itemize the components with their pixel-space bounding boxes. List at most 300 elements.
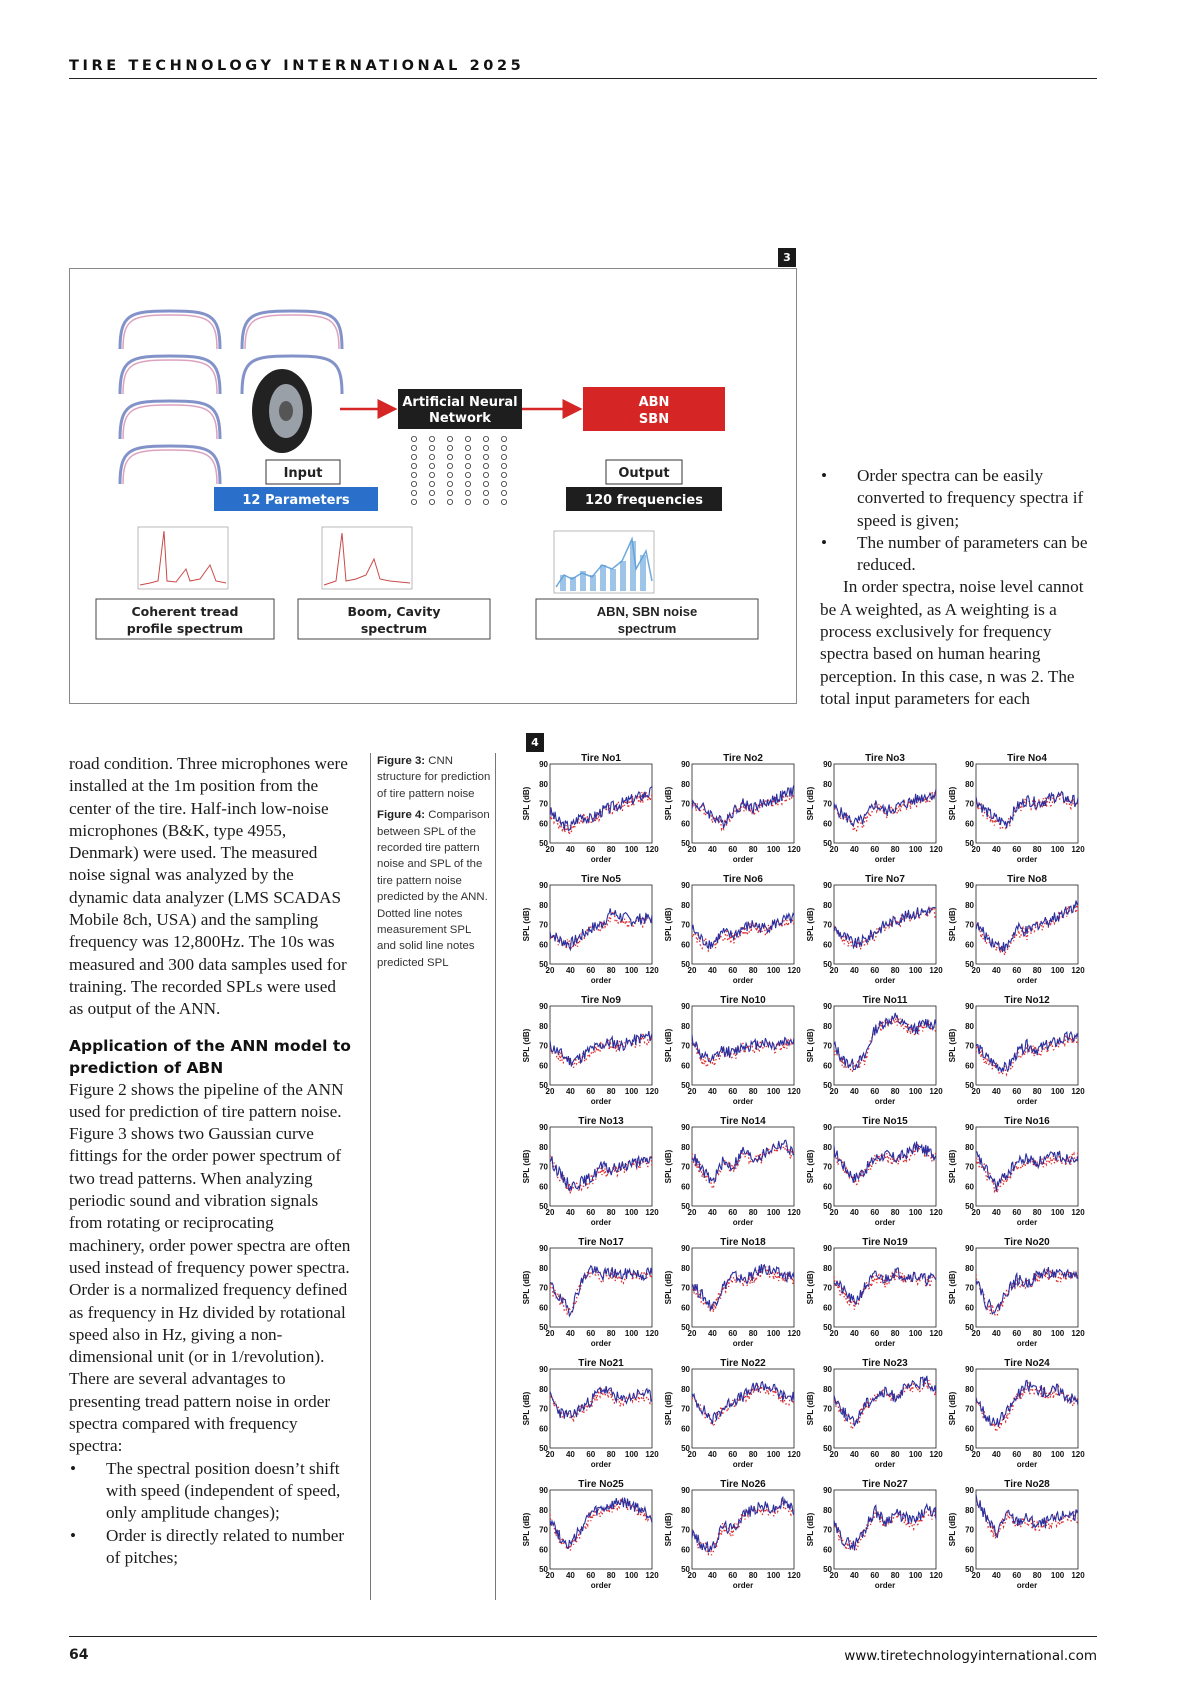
y-tick-label: 60 [823, 1545, 832, 1555]
y-tick-label: 50 [965, 839, 974, 848]
y-tick-label: 80 [965, 1505, 974, 1515]
x-tick-label: 80 [1032, 966, 1042, 975]
nn-node [429, 436, 434, 441]
y-tick-label: 70 [823, 1162, 832, 1172]
x-tick-label: 20 [545, 1450, 555, 1459]
y-tick-label: 80 [965, 779, 974, 789]
x-tick-label: 20 [829, 1087, 839, 1096]
x-tick-label: 100 [908, 1087, 923, 1096]
spl-panel [948, 1237, 1085, 1348]
x-tick-label: 80 [748, 845, 758, 854]
right-bullet-2: • The number of parameters can be reduced. [820, 532, 1100, 577]
x-tick-label: 100 [908, 966, 923, 975]
y-tick-label: 80 [823, 1021, 832, 1031]
x-axis-label: order [732, 1581, 754, 1590]
y-tick-label: 90 [539, 1365, 548, 1374]
y-axis-label: SPL (dB) [522, 786, 531, 821]
x-tick-label: 20 [829, 1329, 839, 1338]
x-tick-label: 120 [1071, 1571, 1085, 1580]
x-tick-label: 60 [870, 1571, 880, 1580]
y-tick-label: 90 [681, 881, 690, 890]
tire-icon [252, 369, 312, 453]
y-tick-label: 70 [965, 920, 974, 930]
x-tick-label: 60 [870, 966, 880, 975]
nn-node [429, 499, 434, 504]
y-axis-label: SPL (dB) [664, 1149, 673, 1184]
x-axis-label: order [874, 1460, 896, 1469]
x-tick-label: 20 [545, 1208, 555, 1217]
nn-node [483, 445, 488, 450]
x-tick-label: 120 [645, 966, 659, 975]
y-tick-label: 80 [823, 1505, 832, 1515]
y-tick-label: 50 [823, 1081, 832, 1090]
spl-panel [664, 1479, 801, 1590]
y-tick-label: 60 [539, 1545, 548, 1555]
left-intro-paragraph: road condition. Three microphones were installed at the 1m position from the center of the tire. Half-inch low-noise microphones (B&K, type 4955, Denmark) were used. The measured noise signal was analyzed by the dynamic data analyzer (LMS SCADAS Mobile 8ch, USA) and the sampling frequency was 12,800Hz. The 10s was measured and 300 data samples used for training. The recorded SPLs were used as output of the ANN. [69, 754, 348, 1019]
coherent-tread-label-1: Coherent tread [131, 604, 239, 619]
x-tick-label: 60 [586, 1087, 596, 1096]
x-tick-label: 40 [849, 1087, 859, 1096]
figure-3 [69, 268, 797, 704]
y-tick-label: 90 [681, 1123, 690, 1132]
y-tick-label: 80 [823, 1142, 832, 1152]
y-tick-label: 50 [823, 960, 832, 969]
panel-title: Tire No15 [862, 1116, 908, 1127]
x-axis-label: order [732, 1097, 754, 1106]
panel-frame [834, 764, 936, 843]
x-tick-label: 20 [545, 1329, 555, 1338]
y-tick-label: 70 [681, 799, 690, 809]
x-tick-label: 60 [728, 966, 738, 975]
spl-panel [806, 1358, 943, 1469]
y-tick-label: 50 [539, 839, 548, 848]
y-tick-label: 60 [539, 940, 548, 950]
y-tick-label: 80 [965, 900, 974, 910]
panel-title: Tire No26 [720, 1479, 766, 1490]
x-tick-label: 60 [586, 845, 596, 854]
y-tick-label: 80 [539, 1263, 548, 1273]
y-tick-label: 90 [823, 1244, 832, 1253]
spl-panel [948, 1116, 1085, 1227]
figure-3-number: 3 [778, 248, 796, 267]
x-tick-label: 20 [971, 1087, 981, 1096]
panel-title: Tire No22 [720, 1358, 766, 1369]
x-tick-label: 120 [929, 1450, 943, 1459]
y-axis-label: SPL (dB) [522, 1391, 531, 1426]
x-tick-label: 20 [687, 1208, 697, 1217]
panel-title: Tire No6 [723, 874, 763, 885]
x-axis-label: order [1016, 1581, 1038, 1590]
figure-3-caption-label: Figure 3: [377, 755, 426, 767]
y-tick-label: 50 [965, 1323, 974, 1332]
nn-node [465, 499, 470, 504]
panel-title: Tire No24 [1004, 1358, 1050, 1369]
x-tick-label: 20 [687, 845, 697, 854]
nn-node [447, 463, 452, 468]
spl-panel [522, 1237, 659, 1348]
panel-title: Tire No27 [862, 1479, 908, 1490]
x-tick-label: 60 [1012, 1087, 1022, 1096]
y-tick-label: 80 [823, 1263, 832, 1273]
x-tick-label: 80 [890, 966, 900, 975]
x-tick-label: 120 [1071, 1450, 1085, 1459]
y-tick-label: 50 [681, 839, 690, 848]
x-tick-label: 100 [1050, 1329, 1065, 1338]
panel-frame [834, 1490, 936, 1569]
x-tick-label: 40 [707, 1450, 717, 1459]
x-tick-label: 100 [766, 1208, 781, 1217]
x-tick-label: 20 [971, 1329, 981, 1338]
x-tick-label: 100 [1050, 845, 1065, 854]
x-tick-label: 20 [829, 966, 839, 975]
spl-panel [522, 753, 659, 864]
x-tick-label: 40 [565, 845, 575, 854]
y-tick-label: 50 [539, 1323, 548, 1332]
panel-frame [976, 885, 1078, 964]
x-tick-label: 100 [908, 1450, 923, 1459]
y-tick-label: 70 [539, 1162, 548, 1172]
spl-panel [522, 1479, 659, 1590]
x-tick-label: 40 [991, 1087, 1001, 1096]
y-tick-label: 50 [681, 960, 690, 969]
y-tick-label: 80 [681, 1263, 690, 1273]
y-axis-label: SPL (dB) [948, 1391, 957, 1426]
x-tick-label: 40 [991, 845, 1001, 854]
y-axis-label: SPL (dB) [664, 1028, 673, 1063]
right-paragraph: In order spectra, noise level cannot be A weighted, as A weighting is a process exclusively for frequency spectra based on human hearing perception. In this case, n was 2. The total input parameters for each [820, 577, 1084, 708]
x-tick-label: 40 [849, 845, 859, 854]
y-tick-label: 60 [823, 1303, 832, 1313]
panel-title: Tire No21 [578, 1358, 624, 1369]
nn-node [501, 481, 506, 486]
y-axis-label: SPL (dB) [664, 786, 673, 821]
caption-column [370, 753, 496, 1600]
x-tick-label: 100 [908, 1571, 923, 1580]
x-tick-label: 120 [645, 1571, 659, 1580]
nn-node [411, 463, 416, 468]
y-tick-label: 80 [681, 779, 690, 789]
page-number: 64 [69, 1647, 89, 1663]
x-tick-label: 120 [787, 1450, 801, 1459]
y-tick-label: 50 [823, 1323, 832, 1332]
x-tick-label: 20 [829, 845, 839, 854]
nn-node [501, 490, 506, 495]
panel-title: Tire No13 [578, 1116, 624, 1127]
y-tick-label: 80 [965, 1021, 974, 1031]
y-tick-label: 80 [965, 1142, 974, 1152]
y-axis-label: SPL (dB) [948, 1028, 957, 1063]
y-tick-label: 90 [965, 1486, 974, 1495]
y-tick-label: 70 [823, 1041, 832, 1051]
spl-panel [806, 874, 943, 985]
x-axis-label: order [590, 1218, 612, 1227]
x-axis-label: order [1016, 1339, 1038, 1348]
nn-node [501, 445, 506, 450]
y-axis-label: SPL (dB) [806, 786, 815, 821]
y-tick-label: 60 [965, 940, 974, 950]
panel-title: Tire No4 [1007, 753, 1047, 764]
nn-node [483, 481, 488, 486]
left-bullet-list [69, 1458, 351, 1569]
x-tick-label: 80 [890, 1329, 900, 1338]
x-axis-label: order [732, 1339, 754, 1348]
y-tick-label: 50 [823, 1444, 832, 1453]
x-tick-label: 120 [645, 1450, 659, 1459]
figure-4-number: 4 [526, 733, 544, 752]
x-tick-label: 100 [1050, 1208, 1065, 1217]
x-tick-label: 20 [545, 1087, 555, 1096]
x-tick-label: 120 [787, 966, 801, 975]
panel-frame [692, 1490, 794, 1569]
y-tick-label: 50 [681, 1565, 690, 1574]
x-tick-label: 120 [787, 1571, 801, 1580]
panel-title: Tire No3 [865, 753, 905, 764]
left-bullet-2: • Order is directly related to number of pitches; [69, 1525, 351, 1570]
spl-panel [664, 1116, 801, 1227]
panel-title: Tire No18 [720, 1237, 766, 1248]
nn-node [447, 454, 452, 459]
nn-node [447, 436, 452, 441]
y-tick-label: 60 [681, 1545, 690, 1555]
left-column-text [69, 753, 351, 1569]
nn-node [429, 472, 434, 477]
x-tick-label: 40 [991, 1571, 1001, 1580]
y-tick-label: 60 [823, 1061, 832, 1071]
nn-node [447, 445, 452, 450]
y-tick-label: 90 [823, 1123, 832, 1132]
y-axis-label: SPL (dB) [948, 907, 957, 942]
y-tick-label: 80 [823, 779, 832, 789]
x-tick-label: 80 [748, 966, 758, 975]
spl-panel [664, 874, 801, 985]
abn-sbn-label-1: ABN, SBN noise [596, 604, 698, 619]
panel-frame [976, 1127, 1078, 1206]
y-tick-label: 80 [539, 900, 548, 910]
y-tick-label: 60 [681, 940, 690, 950]
website-url[interactable]: www.tiretechnologyinternational.com [844, 1648, 1097, 1664]
abn-sbn-mini-plot [554, 531, 654, 593]
y-axis-label: SPL (dB) [522, 1270, 531, 1305]
x-tick-label: 120 [645, 845, 659, 854]
x-axis-label: order [590, 1581, 612, 1590]
x-tick-label: 60 [1012, 845, 1022, 854]
nn-node [411, 472, 416, 477]
spl-panel [664, 753, 801, 864]
y-tick-label: 80 [681, 1021, 690, 1031]
y-tick-label: 90 [965, 1123, 974, 1132]
x-tick-label: 100 [766, 1571, 781, 1580]
y-tick-label: 50 [681, 1202, 690, 1211]
x-tick-label: 40 [565, 1571, 575, 1580]
x-tick-label: 100 [624, 1208, 639, 1217]
x-tick-label: 20 [829, 1208, 839, 1217]
x-tick-label: 20 [971, 966, 981, 975]
x-axis-label: order [732, 855, 754, 864]
input-label: Input [283, 466, 323, 481]
x-tick-label: 40 [991, 1208, 1001, 1217]
y-axis-label: SPL (dB) [522, 1512, 531, 1547]
nn-node [483, 463, 488, 468]
x-tick-label: 40 [707, 1208, 717, 1217]
x-tick-label: 20 [687, 1329, 697, 1338]
x-tick-label: 120 [929, 1208, 943, 1217]
nn-node [447, 499, 452, 504]
spl-panel [806, 1479, 943, 1590]
x-axis-label: order [874, 1218, 896, 1227]
nn-node [501, 472, 506, 477]
x-tick-label: 40 [565, 1450, 575, 1459]
x-tick-label: 60 [870, 1087, 880, 1096]
x-tick-label: 80 [606, 1571, 616, 1580]
x-tick-label: 20 [687, 1450, 697, 1459]
x-tick-label: 80 [606, 966, 616, 975]
figure-3-diagram [70, 269, 796, 703]
y-tick-label: 70 [965, 1162, 974, 1172]
y-tick-label: 70 [681, 920, 690, 930]
y-axis-label: SPL (dB) [948, 1512, 957, 1547]
nn-node [483, 436, 488, 441]
y-tick-label: 50 [539, 1081, 548, 1090]
x-tick-label: 60 [870, 1208, 880, 1217]
y-axis-label: SPL (dB) [948, 786, 957, 821]
figure-4-caption-label: Figure 4: [377, 809, 426, 822]
section-heading: Application of the ANN model to prediction of ABN [69, 1036, 351, 1077]
y-tick-label: 50 [823, 1565, 832, 1574]
y-tick-label: 90 [539, 1486, 548, 1495]
x-tick-label: 60 [728, 1450, 738, 1459]
y-tick-label: 50 [965, 1565, 974, 1574]
x-axis-label: order [590, 1097, 612, 1106]
left-body-paragraph: Figure 2 shows the pipeline of the ANN used for prediction of tire pattern noise. Figure 3 shows two Gaussian curve fittings for the order power spectrum of two tread patterns. When analyzing periodic sound and vibration signals from rotating or reciprocating machinery, order power spectra are often used instead of frequency power spectra. Order is a normalized frequency defined as frequency in Hz divided by rotational speed also in Hz, giving a non-dimensional unit (or in 1/revolution). There are several advantages to presenting tread pattern noise in order spectra compared with frequency spectra: [69, 1079, 351, 1456]
spl-panel [664, 995, 801, 1106]
y-tick-label: 70 [823, 1404, 832, 1414]
panel-frame [692, 1369, 794, 1448]
spl-panel [948, 874, 1085, 985]
nn-node [429, 454, 434, 459]
output-freqs: 120 frequencies [585, 493, 703, 508]
y-tick-label: 50 [539, 960, 548, 969]
x-tick-label: 40 [707, 1571, 717, 1580]
x-tick-label: 40 [849, 1571, 859, 1580]
boom-cavity-mini-plot [322, 527, 412, 589]
x-tick-label: 40 [707, 966, 717, 975]
y-tick-label: 90 [823, 1002, 832, 1011]
nn-node [411, 490, 416, 495]
x-axis-label: order [590, 976, 612, 985]
y-tick-label: 90 [681, 760, 690, 769]
x-tick-label: 80 [1032, 1571, 1042, 1580]
y-tick-label: 80 [965, 1384, 974, 1394]
x-tick-label: 100 [624, 1450, 639, 1459]
x-tick-label: 120 [645, 1208, 659, 1217]
output-box-line-2: SBN [638, 412, 670, 427]
y-tick-label: 70 [681, 1162, 690, 1172]
x-tick-label: 60 [870, 845, 880, 854]
x-tick-label: 100 [1050, 1571, 1065, 1580]
x-tick-label: 80 [1032, 1208, 1042, 1217]
y-tick-label: 70 [539, 1404, 548, 1414]
x-tick-label: 100 [766, 966, 781, 975]
nn-node [429, 481, 434, 486]
y-tick-label: 90 [681, 1002, 690, 1011]
y-tick-label: 90 [823, 760, 832, 769]
y-tick-label: 90 [681, 1365, 690, 1374]
panel-frame [976, 1248, 1078, 1327]
x-tick-label: 80 [606, 1329, 616, 1338]
x-tick-label: 120 [929, 845, 943, 854]
spl-panel [522, 1116, 659, 1227]
y-tick-label: 60 [965, 1303, 974, 1313]
panel-title: Tire No9 [581, 995, 621, 1006]
y-tick-label: 60 [539, 819, 548, 829]
x-tick-label: 80 [890, 1450, 900, 1459]
x-tick-label: 120 [929, 1329, 943, 1338]
coherent-tread-mini-plot [138, 527, 228, 589]
x-tick-label: 60 [586, 1208, 596, 1217]
panel-title: Tire No16 [1004, 1116, 1050, 1127]
x-tick-label: 80 [1032, 845, 1042, 854]
y-tick-label: 70 [823, 1283, 832, 1293]
y-tick-label: 70 [965, 1404, 974, 1414]
x-tick-label: 80 [606, 1087, 616, 1096]
panel-frame [550, 1248, 652, 1327]
x-tick-label: 60 [586, 1450, 596, 1459]
x-tick-label: 60 [1012, 1208, 1022, 1217]
y-tick-label: 50 [965, 960, 974, 969]
spl-panel [806, 753, 943, 864]
panel-frame [976, 1490, 1078, 1569]
x-tick-label: 80 [748, 1087, 758, 1096]
y-tick-label: 90 [681, 1244, 690, 1253]
x-tick-label: 40 [849, 1450, 859, 1459]
y-axis-label: SPL (dB) [948, 1270, 957, 1305]
x-tick-label: 60 [870, 1329, 880, 1338]
x-tick-label: 120 [787, 1208, 801, 1217]
y-tick-label: 80 [539, 1142, 548, 1152]
y-tick-label: 60 [965, 1182, 974, 1192]
nn-node [465, 445, 470, 450]
x-tick-label: 100 [624, 1087, 639, 1096]
nn-node [465, 436, 470, 441]
x-tick-label: 80 [890, 845, 900, 854]
y-tick-label: 90 [965, 1002, 974, 1011]
y-tick-label: 70 [539, 1041, 548, 1051]
nn-node [483, 454, 488, 459]
y-tick-label: 80 [539, 1021, 548, 1031]
y-tick-label: 60 [681, 1424, 690, 1434]
y-tick-label: 70 [823, 920, 832, 930]
nn-node [501, 463, 506, 468]
spl-panel [664, 1358, 801, 1469]
nn-node [483, 490, 488, 495]
nn-node [411, 445, 416, 450]
nn-node [501, 436, 506, 441]
x-axis-label: order [732, 1218, 754, 1227]
spl-panel [522, 995, 659, 1106]
nn-node [429, 445, 434, 450]
y-tick-label: 60 [539, 1182, 548, 1192]
nn-node [447, 490, 452, 495]
x-tick-label: 40 [991, 1450, 1001, 1459]
x-tick-label: 100 [1050, 1450, 1065, 1459]
y-tick-label: 90 [539, 1244, 548, 1253]
y-tick-label: 80 [539, 1505, 548, 1515]
figure-4-caption [377, 807, 491, 971]
y-tick-label: 90 [965, 1365, 974, 1374]
y-tick-label: 60 [823, 1424, 832, 1434]
x-tick-label: 20 [545, 1571, 555, 1580]
y-axis-label: SPL (dB) [806, 1149, 815, 1184]
